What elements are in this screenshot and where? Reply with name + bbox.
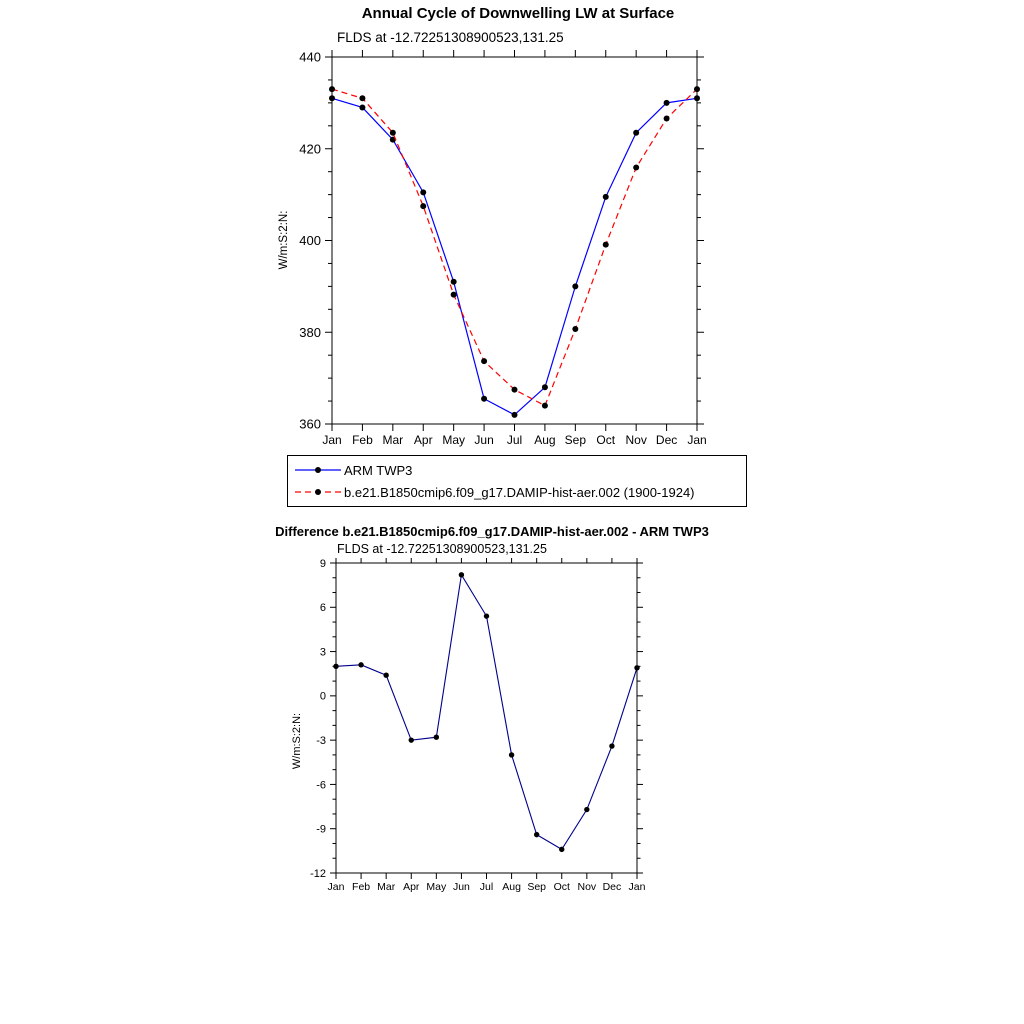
legend-item-arm-twp3 (294, 459, 740, 481)
legend-item-model-run (294, 481, 740, 503)
svg-text:Apr: Apr (413, 433, 433, 447)
legend-label-arm-twp3: ARM TWP3 (344, 462, 413, 478)
svg-text:-12: -12 (310, 867, 326, 880)
svg-text:Jan: Jan (327, 881, 345, 893)
svg-text:0: 0 (319, 690, 326, 703)
svg-text:Nov: Nov (577, 881, 597, 893)
legend-box (287, 455, 747, 507)
svg-text:Jan: Jan (322, 433, 342, 447)
svg-text:Oct: Oct (596, 433, 616, 447)
legend-label-model-run: b.e21.B1850cmip6.f09_g17.DAMIP-hist-aer.002 (1900-1924) (344, 484, 695, 500)
svg-text:Feb: Feb (352, 433, 373, 447)
svg-text:Sep: Sep (527, 881, 547, 893)
svg-text:360: 360 (299, 416, 321, 432)
svg-text:Mar: Mar (382, 433, 404, 447)
svg-text:-9: -9 (316, 823, 326, 836)
svg-text:Dec: Dec (602, 881, 622, 893)
svg-text:380: 380 (299, 324, 321, 340)
svg-text:Jan: Jan (628, 881, 646, 893)
svg-text:-6: -6 (316, 779, 326, 792)
svg-text:May: May (426, 881, 447, 893)
chart1-title: Annual Cycle of Downwelling LW at Surface (361, 5, 675, 22)
legend-line-sample-red-dashed (294, 486, 342, 498)
chart1-plot-area (270, 50, 730, 455)
svg-text:420: 420 (299, 141, 321, 157)
svg-text:Feb: Feb (352, 881, 371, 893)
svg-text:Dec: Dec (655, 433, 678, 447)
svg-text:Jul: Jul (479, 881, 494, 893)
svg-text:Jul: Jul (506, 433, 523, 447)
svg-text:May: May (442, 433, 466, 447)
chart1-y-axis-label: W/m:S:2:N: (278, 210, 290, 270)
svg-text:3: 3 (319, 646, 326, 659)
svg-text:Apr: Apr (403, 881, 420, 893)
svg-text:Jun: Jun (452, 881, 470, 893)
svg-text:Nov: Nov (625, 433, 647, 447)
chart2-plot-area (280, 558, 680, 898)
svg-text:Sep: Sep (564, 433, 587, 447)
chart2-title: Difference b.e21.B1850cmip6.f09_g17.DAMIP-hist-aer.002 - ARM TWP3 (275, 524, 709, 539)
svg-text:6: 6 (319, 602, 326, 615)
svg-text:440: 440 (299, 50, 321, 65)
svg-text:Mar: Mar (377, 881, 396, 893)
svg-text:9: 9 (319, 558, 326, 570)
chart1-subtitle: FLDS at -12.72251308900523,131.25 (337, 30, 564, 45)
svg-text:-3: -3 (316, 734, 326, 747)
svg-text:Aug: Aug (502, 881, 521, 893)
svg-text:400: 400 (299, 233, 321, 249)
chart2-y-axis-label: W/m:S:2:N: (291, 712, 303, 770)
svg-text:Jun: Jun (474, 433, 494, 447)
svg-text:Oct: Oct (553, 881, 570, 893)
svg-text:Jan: Jan (687, 433, 707, 447)
chart2-subtitle: FLDS at -12.72251308900523,131.25 (337, 542, 547, 556)
svg-text:Aug: Aug (534, 433, 556, 447)
legend-line-sample-blue-solid (294, 464, 342, 476)
